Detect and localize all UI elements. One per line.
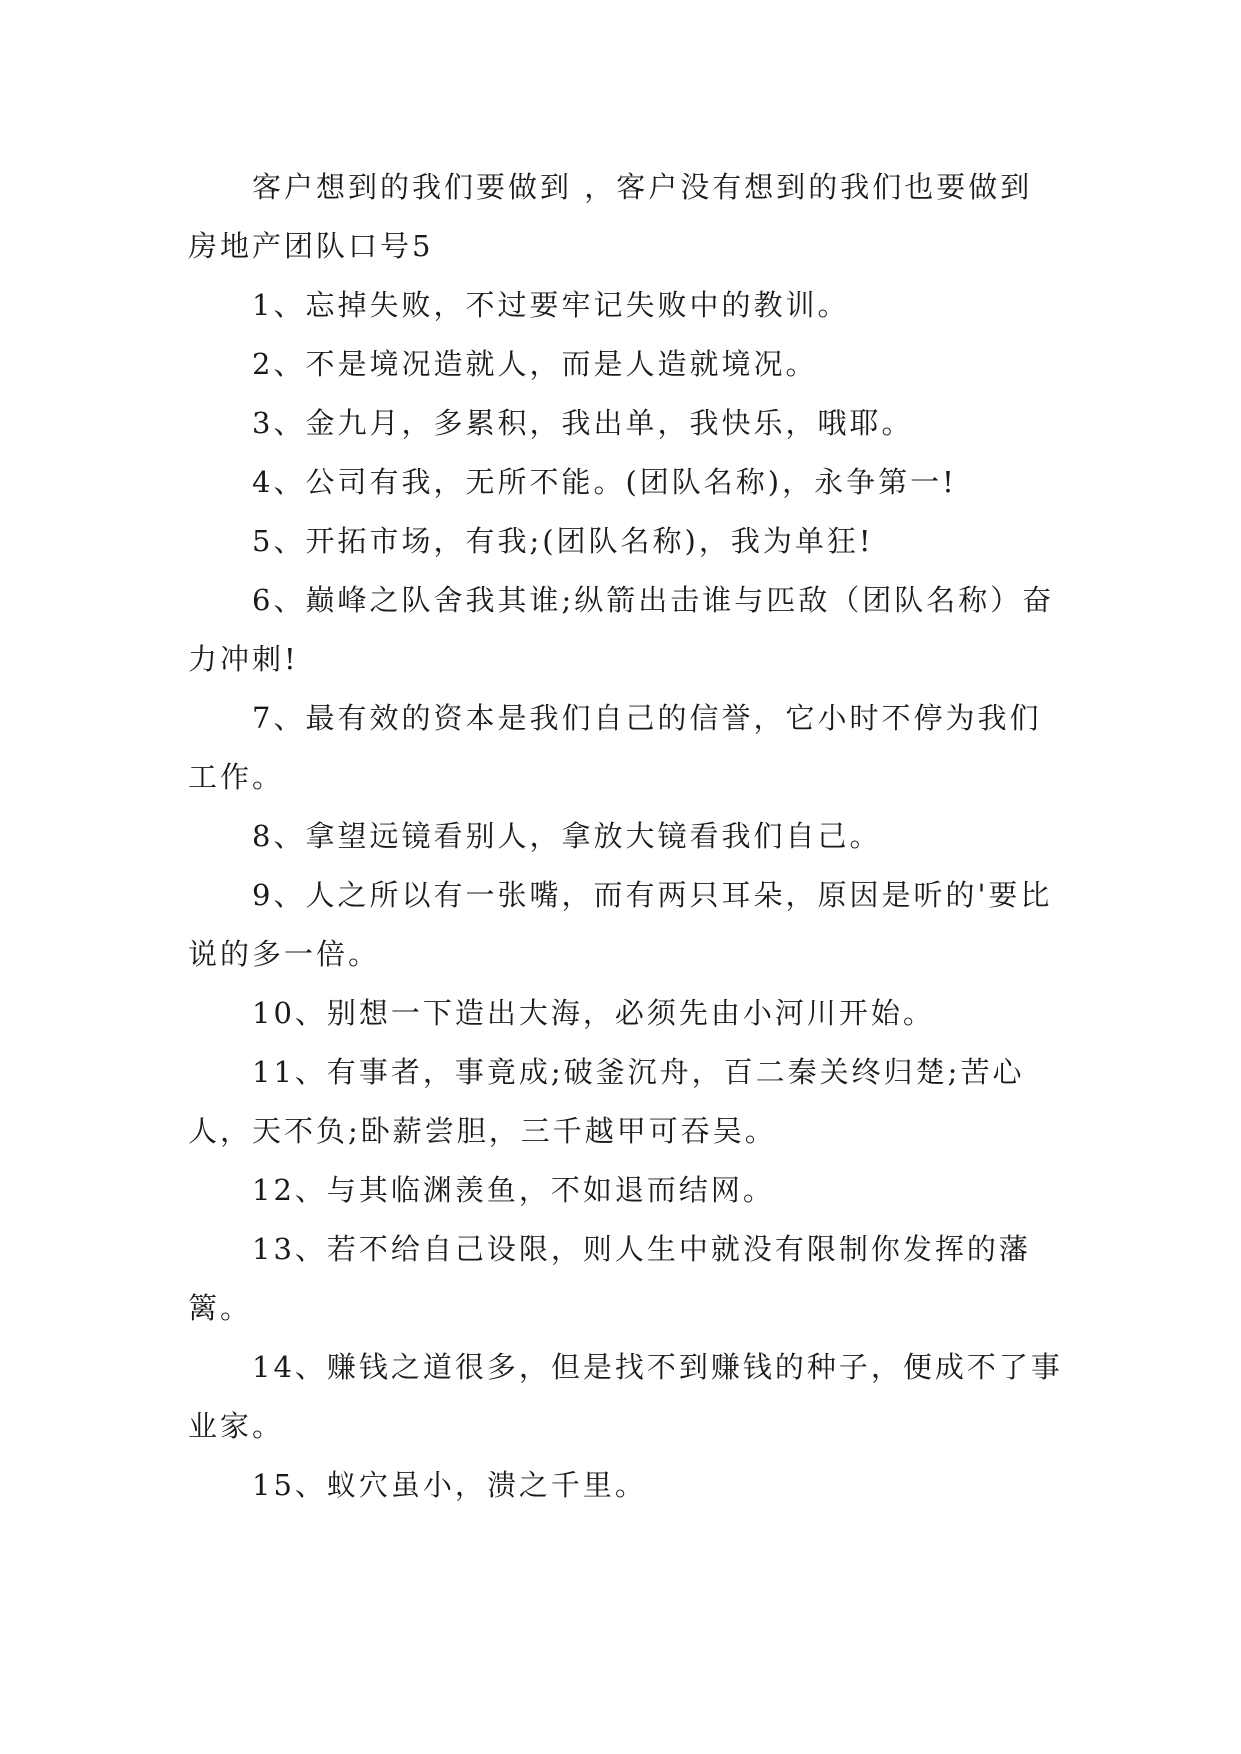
slogan-item-6: 6、巅峰之队舍我其谁;纵箭出击谁与匹敌（团队名称）奋力冲刺! (188, 583, 1055, 676)
slogan-item-3: 3、金九月，多累积，我出单，我快乐，哦耶。 (252, 406, 914, 440)
slogan-item-11: 11、有事者，事竟成;破釜沉舟，百二秦关终归楚;苦心人，天不负;卧薪尝胆，三千越甲可吞吴。 (188, 1055, 1025, 1148)
section-heading: 房地产团队口号5 (188, 229, 434, 263)
slogan-item-15: 15、蚁穴虽小，溃之千里。 (252, 1468, 647, 1502)
slogan-item-9: 9、人之所以有一张嘴，而有两只耳朵，原因是听的'要比说的多一倍。 (188, 878, 1053, 971)
slogan-item-4: 4、公司有我，无所不能。(团队名称)，永争第一! (252, 465, 957, 499)
slogan-item-12: 12、与其临渊羡鱼，不如退而结网。 (252, 1173, 775, 1207)
slogan-item-2: 2、不是境况造就人，而是人造就境况。 (252, 347, 818, 381)
slogan-item-1: 1、忘掉失败，不过要牢记失败中的教训。 (252, 288, 850, 322)
slogan-item-7: 7、最有效的资本是我们自己的信誉，它小时不停为我们工作。 (188, 701, 1042, 794)
slogan-item-13: 13、若不给自己设限，则人生中就没有限制你发挥的藩篱。 (188, 1232, 1031, 1325)
document-body (188, 158, 1068, 1515)
slogan-item-10: 10、别想一下造出大海，必须先由小河川开始。 (252, 996, 935, 1030)
slogan-item-14: 14、赚钱之道很多，但是找不到赚钱的种子，便成不了事业家。 (188, 1350, 1063, 1443)
intro-paragraph: 客户想到的我们要做到 ，客户没有想到的我们也要做到 (252, 170, 1033, 204)
slogan-item-5: 5、开拓市场，有我;(团队名称)，我为单狂! (252, 524, 874, 558)
slogan-item-8: 8、拿望远镜看别人，拿放大镜看我们自己。 (252, 819, 882, 853)
